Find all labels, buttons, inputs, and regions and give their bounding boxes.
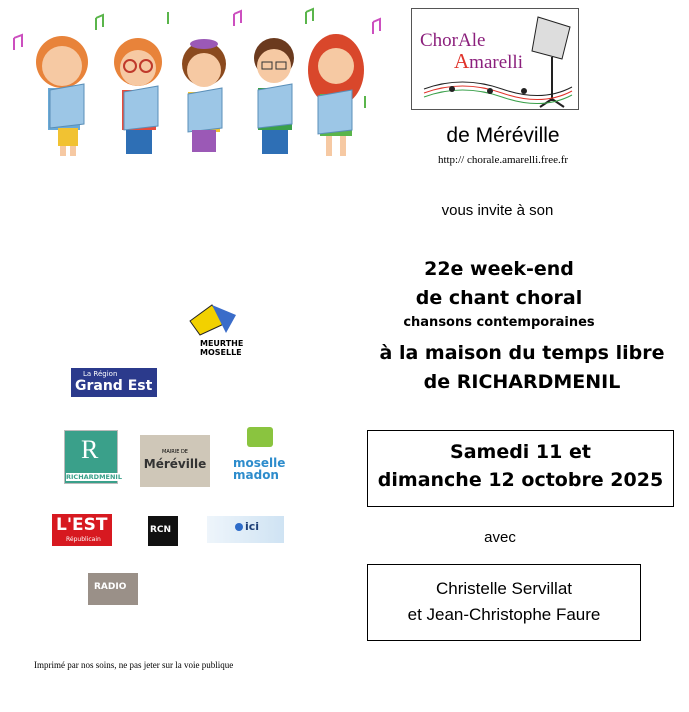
m-badge-icon (247, 427, 273, 447)
logo-line1: ChorAle (420, 30, 486, 51)
website-url[interactable]: http:// chorale.amarelli.free.fr (437, 154, 569, 166)
children-choir-illustration (0, 0, 392, 180)
grand-est-small: La Région (83, 370, 118, 378)
richardmenil-text: RICHARDMENIL (66, 473, 122, 481)
chorale-logo (411, 8, 579, 110)
music-stand-icon (412, 9, 578, 109)
grand-est-logo (71, 368, 157, 397)
rcn-text: RCN (150, 525, 172, 535)
est-republicain-logo (52, 514, 112, 546)
child-4 (254, 38, 294, 154)
ici-dot-icon (235, 523, 243, 531)
child-2 (114, 38, 162, 154)
mereville-logo (140, 435, 210, 487)
logo-line2: marelli (469, 52, 523, 73)
artists-box (367, 564, 641, 641)
radio-logo (88, 573, 138, 605)
child-1 (36, 36, 88, 156)
date-line1: Samedi 11 et (450, 441, 591, 463)
rcn-logo (148, 516, 178, 546)
child-5 (308, 34, 364, 156)
event-venue-line2: de RICHARDMENIL (423, 371, 621, 393)
mereville-text: Méréville (143, 457, 207, 471)
r-letter-icon: R (81, 435, 99, 464)
meurthe-text: MEURTHE MOSELLE (200, 339, 244, 357)
event-title-line1: 22e week-end (424, 258, 574, 280)
child-3 (182, 39, 226, 152)
event-venue-line1: à la maison du temps libre (379, 342, 665, 364)
ici-logo (207, 516, 284, 543)
ici-text: ici (245, 520, 260, 533)
est-text: L'EST (56, 515, 108, 535)
richardmenil-logo (64, 430, 122, 484)
mereville-small: MAIRIE DE (162, 449, 188, 455)
moselle-madon-logo (233, 427, 291, 487)
dates-box (367, 430, 674, 507)
radio-text: RADIO (94, 582, 127, 592)
grand-est-text: Grand Est (75, 378, 153, 394)
event-title-line2: de chant choral (415, 287, 583, 309)
meurthe-moselle-logo (186, 303, 244, 365)
date-line2: dimanche 12 octobre 2025 (377, 469, 664, 491)
moselle-madon-text: moselle madon (233, 456, 286, 482)
invite-text: vous invite à son (441, 202, 554, 219)
logo-big-letter: A (454, 49, 470, 73)
artist-line2: et Jean-Christophe Faure (407, 605, 601, 624)
avec-text: avec (484, 529, 516, 546)
event-subtitle: chansons contemporaines (403, 315, 595, 330)
footer-note: Imprimé par nos soins, ne pas jeter sur la voie publique (34, 660, 234, 670)
est-sub-text: Républicain (66, 536, 101, 543)
city-title: de Méréville (446, 124, 560, 147)
artist-line1: Christelle Servillat (435, 579, 573, 598)
